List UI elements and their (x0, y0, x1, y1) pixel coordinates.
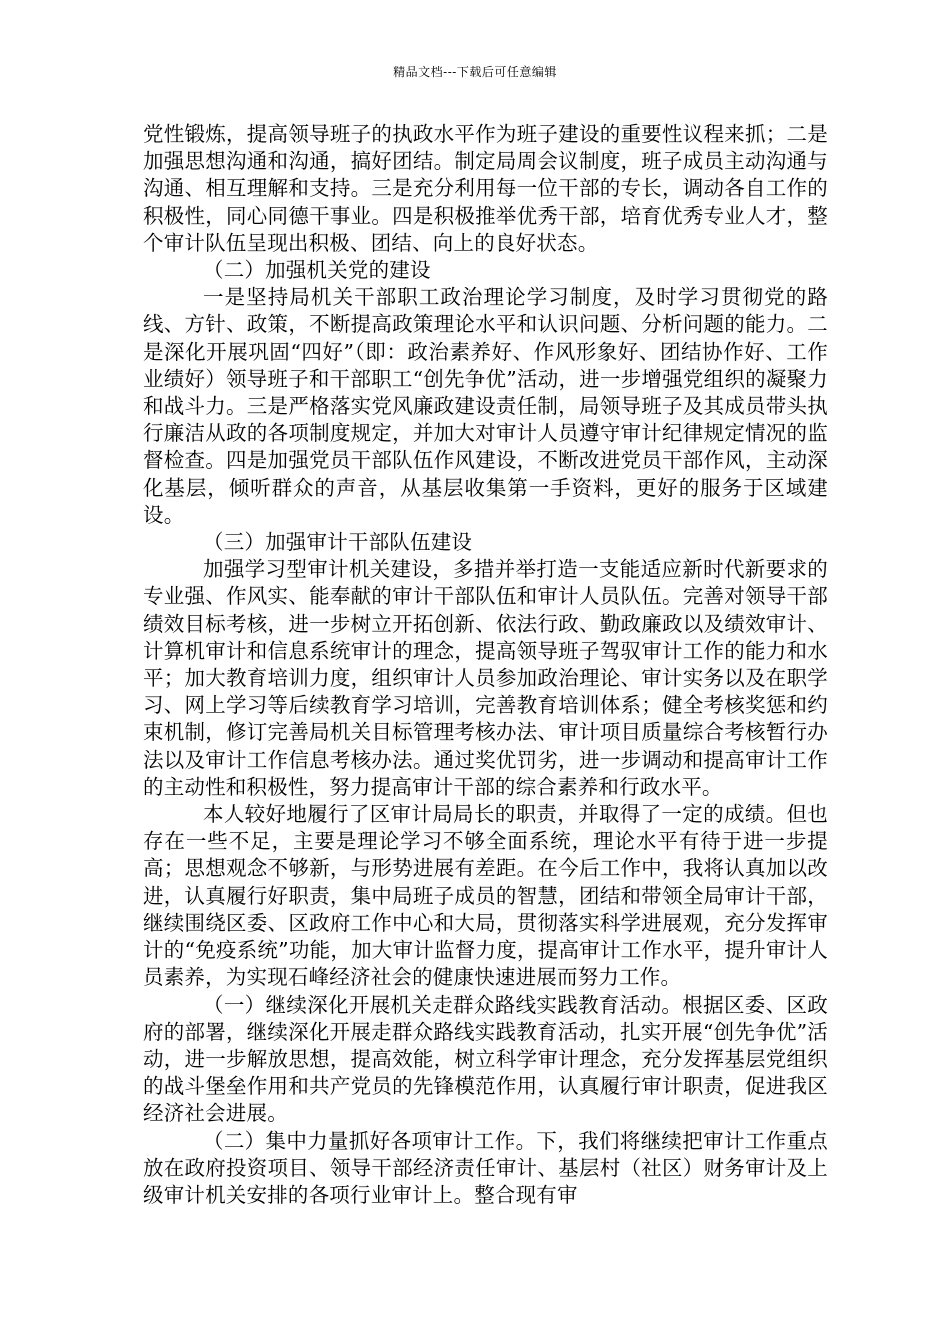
paragraph-plan-item-1: （一）继续深化开展机关走群众路线实践教育活动。根据区委、区政府的部署，继续深化开展走群众路线实践教育活动，扎实开展“创先争优”活动，进一步解放思想，提高效能，树立科学审计理念，充分发挥基层党组织的战斗堡垒作用和共产党员的先锋模范作用，认真履行审计职责，促进我区经济社会进展。 (143, 992, 828, 1126)
paragraph-continuation: 党性锻炼，提高领导班子的执政水平作为班子建设的重要性议程来抓；二是加强思想沟通和沟通，搞好团结。制定局周会议制度，班子成员主动沟通与沟通、相互理解和支持。三是充分利用每一位干部的专长，调动各自工作的积极性，同心同德干事业。四是积极推举优秀干部，培育优秀专业人才，整个审计队伍呈现出积极、团结、向上的良好状态。 (143, 122, 828, 255)
paragraph-self-assessment: 本人较好地履行了区审计局局长的职责，并取得了一定的成绩。但也存在一些不足，主要是理论学习不够全面系统，理论水平有待于进一步提高；思想观念不够新，与形势进展有差距。在今后工作中，我将认真加以改进，认真履行好职责，集中局班子成员的智慧，团结和带领全局审计干部，继续围绕区委、区政府工作中心和大局，贯彻落实科学进展观，充分发挥审计的“免疫系统”功能，加大审计监督力度，提高审计工作水平，提升审计人员素养，为实现石峰经济社会的健康快速进展而努力工作。 (143, 802, 828, 990)
page-header: 精品文档---下载后可任意编辑 (393, 65, 557, 79)
paragraph-party-building: 一是坚持局机关干部职工政治理论学习制度，及时学习贯彻党的路线、方针、政策，不断提高政策理论水平和认识问题、分析问题的能力。二是深化开展巩固“四好”（即：政治素养好、作风形象好、团结协作好、工作业绩好）领导班子和干部职工“创先争优”活动，进一步增强党组织的凝聚力和战斗力。三是严格落实党风廉政建设责任制，局领导班子及其成员带头执行廉洁从政的各项制度规定，并加大对审计人员遵守审计纪律规定情况的监督检查。四是加强党员干部队伍作风建设，不断改进党员干部作风，主动深化基层，倾听群众的声音，从基层收集第一手资料，更好的服务于区域建设。 (143, 285, 828, 527)
paragraph-team-building: 加强学习型审计机关建设，多措并举打造一支能适应新时代新要求的专业强、作风实、能奉献的审计干部队伍和审计人员队伍。完善对领导干部绩效目标考核，进一步树立开拓创新、依法行政、勤政廉政以及绩效审计、计算机审计和信息系统审计的理念，提高领导班子驾驭审计工作的能力和水平；加大教育培训力度，组织审计人员参加政治理论、审计实务以及在职学习、网上学习等后续教育学习培训，完善教育培训体系；健全考核奖惩和约束机制，修订完善局机关目标管理考核办法、审计项目质量综合考核暂行办法以及审计工作信息考核办法。通过奖优罚劣，进一步调动和提高审计工作的主动性和积极性，努力提高审计干部的综合素养和行政水平。 (143, 557, 828, 799)
paragraph-plan-item-2: （二）集中力量抓好各项审计工作。下，我们将继续把审计工作重点放在政府投资项目、领导干部经济责任审计、基层村（社区）财务审计及上级审计机关安排的各项行业审计上。整合现有审 (143, 1128, 828, 1207)
section-heading-team-building: （三）加强审计干部队伍建设 (203, 530, 473, 555)
document-body (143, 121, 828, 1209)
section-heading-party-building: （二）加强机关党的建设 (203, 258, 431, 283)
